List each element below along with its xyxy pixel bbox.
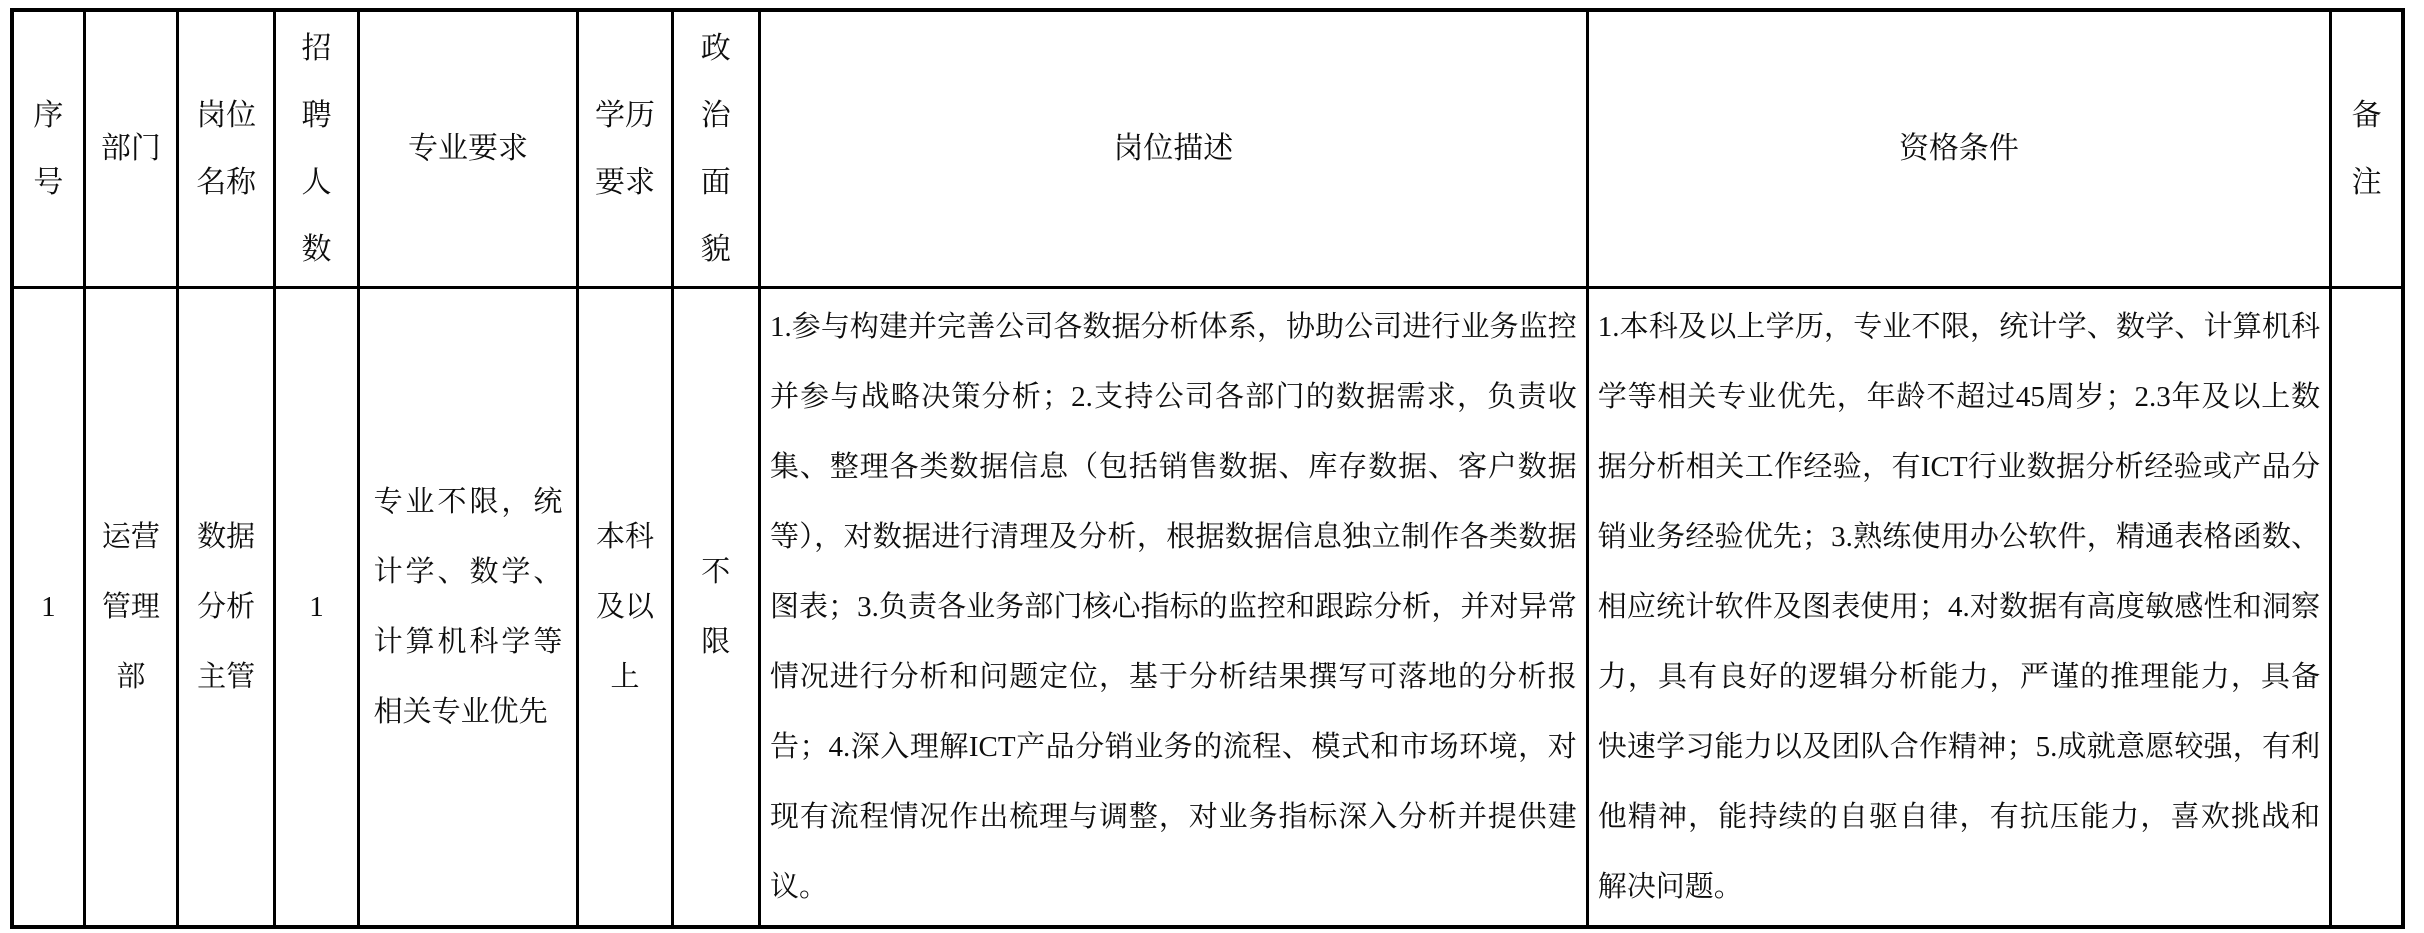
header-row: [12, 10, 2403, 287]
cell-major: 专业不限，统计学、数学、计算机科学等相关专业优先: [358, 287, 578, 927]
cell-political: 不限: [672, 287, 759, 927]
col-header-major: 专业要求: [358, 10, 578, 287]
col-header-position: 岗位名称: [178, 10, 275, 287]
col-header-headcount: 招聘人数: [275, 10, 358, 287]
col-header-qualification: 资格条件: [1587, 10, 2330, 287]
table-row: [12, 287, 2403, 927]
cell-position: 数据分析主管: [178, 287, 275, 927]
col-header-description: 岗位描述: [759, 10, 1587, 287]
col-header-education: 学历要求: [578, 10, 672, 287]
col-header-department: 部门: [84, 10, 177, 287]
cell-headcount: 1: [275, 287, 358, 927]
cell-department: 运营管理部: [84, 287, 177, 927]
cell-education: 本科及以上: [578, 287, 672, 927]
col-header-remark: 备注: [2331, 10, 2403, 287]
cell-qualification: 1.本科及以上学历，专业不限，统计学、数学、计算机科学等相关专业优先，年龄不超过45周岁；2.3年及以上数据分析相关工作经验，有ICT行业数据分析经验或产品分销业务经验优先；3.熟练使用办公软件，精通表格函数、相应统计软件及图表使用；4.对数据有高度敏感性和洞察力，具有良好的逻辑分析能力，严谨的推理能力，具备快速学习能力以及团队合作精神；5.成就意愿较强，有利他精神，能持续的自驱自律，有抗压能力，喜欢挑战和解决问题。: [1587, 287, 2330, 927]
cell-remark: [2331, 287, 2403, 927]
cell-description: 1.参与构建并完善公司各数据分析体系，协助公司进行业务监控并参与战略决策分析；2.支持公司各部门的数据需求，负责收集、整理各类数据信息（包括销售数据、库存数据、客户数据等），对数据进行清理及分析，根据数据信息独立制作各类数据图表；3.负责各业务部门核心指标的监控和跟踪分析，并对异常情况进行分析和问题定位，基于分析结果撰写可落地的分析报告；4.深入理解ICT产品分销业务的流程、模式和市场环境，对现有流程情况作出梳理与调整，对业务指标深入分析并提供建议。: [759, 287, 1587, 927]
col-header-political: 政治面貌: [672, 10, 759, 287]
cell-index: 1: [12, 287, 84, 927]
recruitment-table: [10, 8, 2405, 929]
col-header-index: 序号: [12, 10, 84, 287]
